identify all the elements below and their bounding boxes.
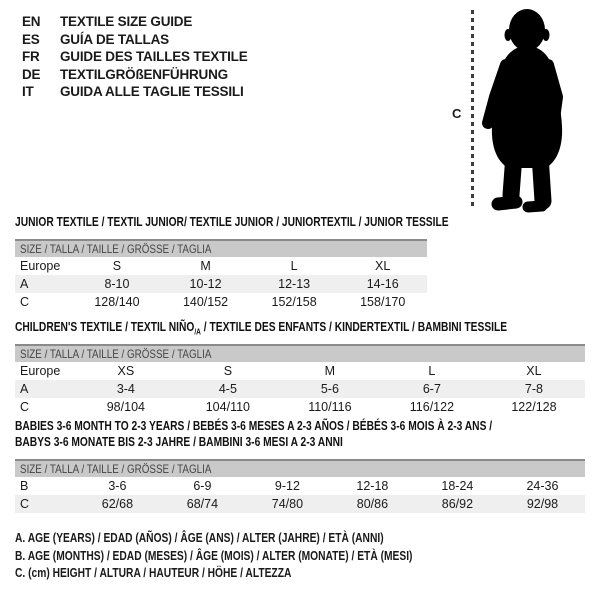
age-cell: 14-16	[338, 275, 427, 293]
language-title: GUIDA ALLE TAGLIE TESSILI	[60, 84, 244, 100]
age-cell: 18-24	[441, 479, 474, 493]
table-row	[15, 477, 585, 495]
row-label: Europe	[20, 259, 61, 273]
age-cell: 7-8	[483, 380, 585, 398]
footnote-c: C. (cm) HEIGHT / ALTURA / HAUTEUR / HÖHE / ALTEZZA	[15, 566, 292, 580]
language-row-es	[22, 31, 248, 49]
babies-section-title	[15, 419, 597, 450]
row-label: A	[15, 380, 75, 398]
language-code: EN	[22, 14, 41, 30]
age-cell: 12-13	[250, 275, 339, 293]
age-cell: 5-6	[279, 380, 381, 398]
language-row-it	[22, 83, 248, 101]
language-code: FR	[22, 49, 40, 65]
junior-section-title	[15, 215, 544, 231]
age-cell: 3-4	[75, 380, 177, 398]
table-row	[15, 362, 585, 380]
size-cell: L	[428, 364, 436, 378]
height-cell: 104/110	[205, 400, 250, 414]
size-cell: S	[112, 259, 122, 273]
language-row-en	[22, 13, 248, 31]
row-label: C	[20, 400, 30, 414]
language-title: GUÍA DE TALLAS	[60, 31, 169, 47]
language-title-list	[22, 13, 248, 101]
toddler-silhouette-image	[478, 5, 574, 217]
row-label: B	[20, 479, 29, 493]
height-cell: 80/86	[330, 495, 415, 513]
size-cell: XL	[375, 259, 391, 273]
row-label: Europe	[20, 364, 61, 378]
footnote-a: A. AGE (YEARS) / EDAD (AÑOS) / ÂGE (ANS) / ALTER (JAHRE) / ETÀ (ANNI)	[15, 531, 384, 545]
junior-section-title-text: JUNIOR TEXTILE / TEXTIL JUNIOR/ TEXTILE JUNIOR / JUNIORTEXTIL / JUNIOR TESSILE	[15, 215, 449, 229]
table-row	[15, 293, 427, 311]
age-cell: 6-9	[193, 479, 212, 493]
height-cell: 62/68	[75, 495, 160, 513]
size-header-cell: SIZE / TALLA / TAILLE / GRÖSSE / TAGLIA	[15, 345, 585, 362]
age-cell: 6-7	[381, 380, 483, 398]
row-label: C	[20, 295, 30, 309]
nino-a-subscript: /A	[194, 327, 201, 337]
height-cell: 98/104	[106, 400, 145, 414]
height-cell: 86/92	[415, 495, 500, 513]
language-title: GUIDE DES TAILLES TEXTILE	[60, 49, 248, 65]
age-cell: 24-36	[526, 479, 559, 493]
size-cell: XL	[526, 364, 542, 378]
height-cell: 140/152	[182, 295, 229, 309]
row-label: A	[15, 275, 73, 293]
children-size-table	[15, 344, 585, 416]
height-cell: 158/170	[360, 295, 406, 309]
height-dotted-line	[471, 10, 474, 208]
size-header-row	[15, 240, 427, 257]
height-cell: 68/74	[160, 495, 245, 513]
table-row	[15, 380, 585, 398]
table-row	[15, 495, 585, 513]
age-cell: 12-18	[356, 479, 389, 493]
size-header-cell: SIZE / TALLA / TAILLE / GRÖSSE / TAGLIA	[15, 240, 427, 257]
table-row	[15, 257, 427, 275]
language-code: ES	[22, 31, 40, 47]
babies-section-title-line2: BABYS 3-6 MONATE BIS 2-3 JAHRE / BAMBINI 3-6 MESI A 2-3 ANNI	[15, 434, 343, 449]
children-section-title	[15, 320, 600, 340]
footnote-b: B. AGE (MONTHS) / EDAD (MESES) / ÂGE (MOIS) / ALTER (MONATE) / ETÀ (MESI)	[15, 548, 413, 563]
height-measure-label: C	[452, 106, 462, 121]
height-cell: 128/140	[94, 295, 140, 309]
language-code: IT	[22, 84, 34, 100]
language-title: TEXTILE SIZE GUIDE	[60, 14, 193, 30]
height-cell: 74/80	[245, 495, 330, 513]
table-row	[15, 275, 427, 293]
row-label: C	[15, 495, 75, 513]
height-cell: 92/98	[500, 495, 585, 513]
age-cell: 8-10	[73, 275, 162, 293]
size-cell: M	[200, 259, 211, 273]
size-cell: XS	[117, 364, 135, 378]
babies-section-title-line1: BABIES 3-6 MONTH TO 2-3 YEARS / BEBÉS 3-6 MESES A 2-3 AÑOS / BÉBÉS 3-6 MOIS À 2-3 ANS /	[15, 419, 493, 433]
language-row-de	[22, 66, 248, 84]
junior-size-table	[15, 239, 427, 311]
table-row	[15, 398, 585, 416]
children-section-title-text: CHILDREN'S TEXTILE / TEXTIL $NIÑO_{/A}$ / TEXTILE DES ENFANTS / KINDERTEXTIL / BAMBINI TESSILE	[15, 320, 508, 337]
height-cell: 110/116	[308, 400, 352, 414]
height-cell: 122/128	[511, 400, 557, 414]
language-code: DE	[22, 66, 41, 82]
age-cell: 9-12	[274, 479, 300, 493]
age-cell: 4-5	[177, 380, 279, 398]
age-cell: 10-12	[161, 275, 250, 293]
language-row-fr	[22, 48, 248, 66]
babies-size-table	[15, 459, 585, 513]
height-cell: 116/122	[409, 400, 455, 414]
footnotes	[15, 531, 500, 584]
size-cell: L	[290, 259, 298, 273]
language-title: TEXTILGRÖßENFÜHRUNG	[60, 66, 228, 82]
age-cell: 3-6	[108, 479, 127, 493]
size-cell: S	[223, 364, 233, 378]
size-cell: M	[324, 364, 336, 378]
height-cell: 152/158	[271, 295, 317, 309]
size-header-cell: SIZE / TALLA / TAILLE / GRÖSSE / TAGLIA	[15, 460, 585, 477]
size-header-row	[15, 460, 585, 477]
size-header-row	[15, 345, 585, 362]
